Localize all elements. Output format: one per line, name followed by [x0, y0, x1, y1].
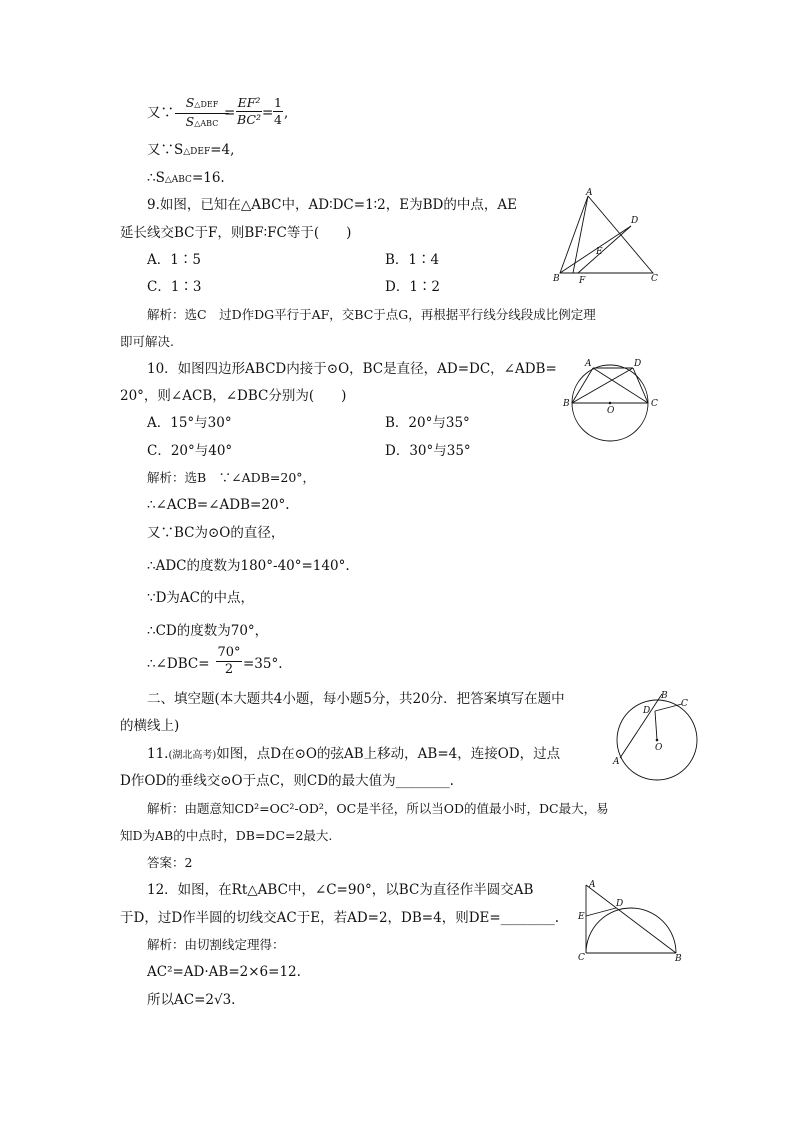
q12-label-e: E [578, 912, 585, 922]
q10-label-b: B [563, 399, 570, 409]
q11-label-a: A [613, 757, 620, 767]
q10-option-a[interactable]: A．15°与30° [147, 415, 232, 431]
q9-label-c: C [651, 274, 658, 284]
prev-eq2: = [262, 105, 274, 121]
q12-solution-line2: AC²=AD·AB=2×6=12. [147, 964, 301, 980]
q10-stem-line1: 10．如图四边形ABCD内接于⊙O，BC是直径，AD=DC，∠ADB= [147, 361, 557, 377]
prev-line3: ∴S△ABC=16. [147, 170, 225, 186]
q9-label-e: E [596, 247, 603, 257]
q9-option-a[interactable]: A．1∶5 [147, 252, 201, 268]
q10-label-o: O [607, 406, 615, 416]
q10-circle-figure [565, 355, 665, 445]
prev-side-fraction: EF² BC² [237, 95, 261, 127]
q9-label-f: F [579, 276, 586, 286]
q10-option-b[interactable]: B．20°与35° [385, 415, 470, 431]
q10-solution-line4: ∴ADC的度数为180°-40°=140°. [147, 558, 350, 574]
section-heading-line2: 的横线上) [120, 718, 180, 734]
q12-label-d: D [616, 899, 624, 909]
q10-solution-line7-post: =35°. [243, 656, 283, 672]
q9-option-d[interactable]: D．1∶2 [385, 279, 441, 295]
q12-label-a: A [589, 880, 596, 890]
q10-solution-line7-pre: ∴∠DBC= [147, 656, 210, 672]
q10-solution-line1: 解析：选B ∵∠ADB=20°， [147, 470, 316, 485]
q9-label-a: A [586, 188, 593, 198]
q10-solution-line5: ∵D为AC的中点， [147, 590, 254, 606]
q12-stem-line1: 12．如图，在Rt△ABC中，∠C=90°，以BC为直径作半圆交AB [147, 882, 534, 898]
q12-solution-line3: 所以AC=2√3. [147, 992, 236, 1008]
q11-label-o: O [655, 743, 663, 753]
q9-triangle-figure [548, 188, 663, 288]
q12-solution-line1: 解析：由切割线定理得： [147, 937, 285, 952]
q9-solution-line1: 解析：选C 过D作DG平行于AF，交BC于点G，再根据平行线分线段成比例定理 [147, 307, 596, 322]
q10-solution-line2: ∴∠ACB=∠ADB=20°. [147, 497, 290, 513]
q10-solution-line3: 又∵BC为⊙O的直径， [147, 525, 285, 541]
q11-stem-line2: D作OD的垂线交⊙O于点C，则CD的最大值为________. [120, 773, 454, 789]
q10-label-a: A [585, 359, 592, 369]
q10-stem-line2: 20°，则∠ACB，∠DBC分别为( ) [120, 388, 347, 404]
q12-label-b: B [675, 954, 682, 964]
q10-solution-line6: ∴CD的度数为70°， [147, 623, 269, 639]
q10-label-c: C [651, 399, 658, 409]
q9-label-d: D [631, 216, 639, 226]
q9-solution-line2: 即可解决. [120, 334, 174, 349]
q12-semicircle-figure [578, 878, 688, 963]
q12-label-c: C [578, 953, 585, 963]
q11-answer: 答案：2 [147, 855, 193, 870]
q12-stem-line2: 于D，过D作半圆的切线交AC于E，若AD=2，DB=4，则DE=________. [120, 910, 559, 926]
q11-label-d: D [643, 706, 651, 716]
prev-comma: , [284, 105, 289, 121]
q11-circle-figure [612, 690, 712, 785]
q11-solution-line2: 知D为AB的中点时，DB=DC=2最大. [120, 828, 333, 843]
q11-solution-line1: 解析：由题意知CD²=OC²-OD²，OC是半径，所以当OD的值最小时，DC最大，易 [147, 801, 609, 816]
q9-option-c[interactable]: C．1∶3 [147, 279, 202, 295]
q11-stem-line1: 11.(湖北高考)如图，点D在⊙O的弦AB上移动，AB=4，连接OD，过点 [147, 746, 561, 762]
q10-label-d: D [634, 359, 642, 369]
prev-ratio-prefix: 又∵ [147, 105, 174, 121]
q11-label-c: C [681, 699, 688, 709]
q10-option-d[interactable]: D．30°与35° [385, 443, 471, 459]
q10-angle-fraction: 70° 2 [217, 645, 241, 677]
q9-label-b: B [553, 274, 560, 284]
prev-result-fraction: 1 4 [274, 95, 282, 127]
q9-stem-line2: 延长线交BC于F，则BF∶FC等于( ) [120, 225, 352, 241]
q9-option-b[interactable]: B．1∶4 [385, 252, 440, 268]
prev-eq1: = [224, 105, 236, 121]
prev-area-fraction: S△DEF S△ABC [175, 96, 229, 131]
section-heading-line1: 二、填空题(本大题共4小题，每小题5分，共20分．把答案填写在题中 [147, 691, 565, 707]
prev-line2: 又∵S△DEF=4, [147, 142, 235, 158]
q10-option-c[interactable]: C．20°与40° [147, 443, 233, 459]
q9-stem-line1: 9.如图，已知在△ABC中，AD∶DC=1∶2，E为BD的中点，AE [147, 197, 517, 213]
q11-label-b: B [661, 691, 668, 701]
